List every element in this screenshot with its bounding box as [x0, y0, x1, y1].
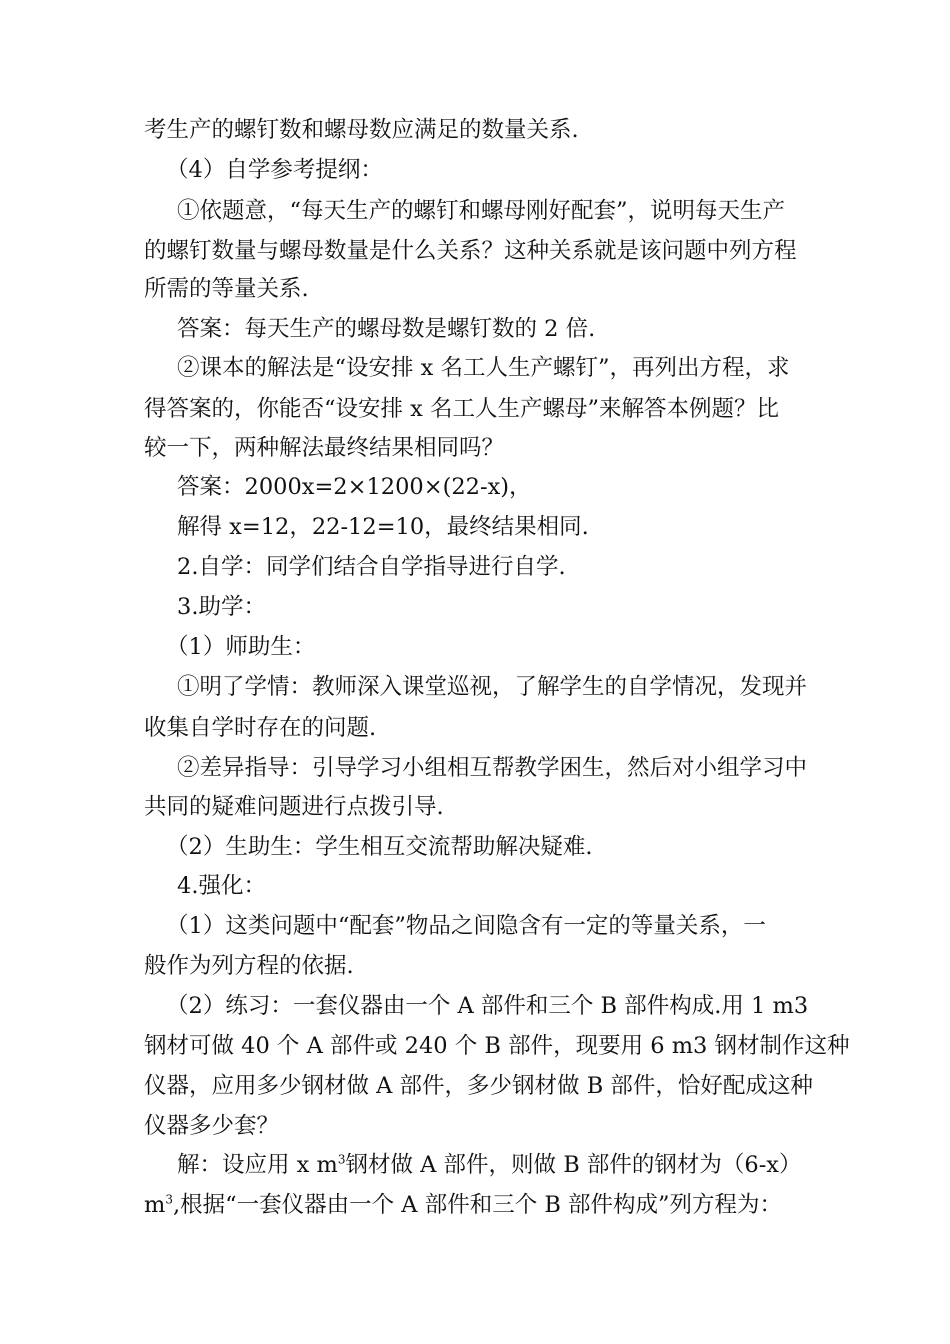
- text-line: 3.助学：: [177, 594, 266, 620]
- text-segment: 解：设应用 x m: [177, 1152, 338, 1178]
- text-line: （2）生助生：学生相互交流帮助解决疑难.: [166, 834, 593, 860]
- text-line: ②课本的解法是“设安排 x 名工人生产螺钉”，再列出方程，求: [177, 355, 790, 381]
- text-line: [177, 1150, 801, 1180]
- text-line: 仪器多少套？: [144, 1113, 280, 1139]
- text-line: ①依题意，“每天生产的螺钉和螺母刚好配套”，说明每天生产: [177, 198, 786, 224]
- text-line: 般作为列方程的依据.: [144, 953, 354, 979]
- text-segment: 钢材做 A 部件，则做 B 部件的钢材为（6-x）: [345, 1152, 802, 1178]
- text-line: 答案：2000x=2×1200×(22-x)，: [177, 474, 532, 500]
- superscript: 3: [165, 1192, 173, 1207]
- text-line: 收集自学时存在的问题.: [144, 715, 377, 741]
- text-line: （1）这类问题中“配套”物品之间隐含有一定的等量关系，一: [166, 913, 766, 939]
- text-segment: m: [144, 1192, 166, 1218]
- text-line: ①明了学情：教师深入课堂巡视，了解学生的自学情况，发现并: [177, 674, 808, 700]
- text-line: 考生产的螺钉数和螺母数应满足的数量关系.: [144, 117, 579, 143]
- text-line: 得答案的，你能否“设安排 x 名工人生产螺母”来解答本例题？比: [144, 396, 779, 422]
- text-line: 钢材可做 40 个 A 部件或 240 个 B 部件，现要用 6 m3 钢材制作这种: [144, 1033, 850, 1059]
- text-line: 仪器，应用多少钢材做 A 部件，多少钢材做 B 部件，恰好配成这种: [144, 1073, 813, 1099]
- text-line: （1）师助生：: [166, 634, 316, 660]
- text-line: 较一下，两种解法最终结果相同吗？: [144, 435, 505, 461]
- text-line: 解得 x=12，22-12=10，最终结果相同.: [177, 514, 589, 540]
- text-line: 4.强化：: [177, 873, 266, 899]
- superscript: 3: [337, 1152, 346, 1167]
- text-line: （2）练习：一套仪器由一个 A 部件和三个 B 部件构成.用 1 m3: [166, 993, 809, 1019]
- text-line: 所需的等量关系.: [144, 276, 309, 302]
- text-line: 2.自学：同学们结合自学指导进行自学.: [177, 554, 566, 580]
- text-line: [144, 1190, 782, 1220]
- text-line: 的螺钉数量与螺母数量是什么关系？这种关系就是该问题中列方程: [144, 238, 797, 264]
- text-line: 共同的疑难问题进行点拨引导.: [144, 794, 444, 820]
- text-line: 答案：每天生产的螺母数是螺钉数的 2 倍.: [177, 316, 596, 342]
- text-line: ②差异指导：引导学习小组相互帮教学困生，然后对小组学习中: [177, 755, 808, 781]
- text-line: （4）自学参考提纲：: [166, 157, 383, 183]
- text-segment: ,根据“一套仪器由一个 A 部件和三个 B 部件构成”列方程为：: [172, 1192, 783, 1218]
